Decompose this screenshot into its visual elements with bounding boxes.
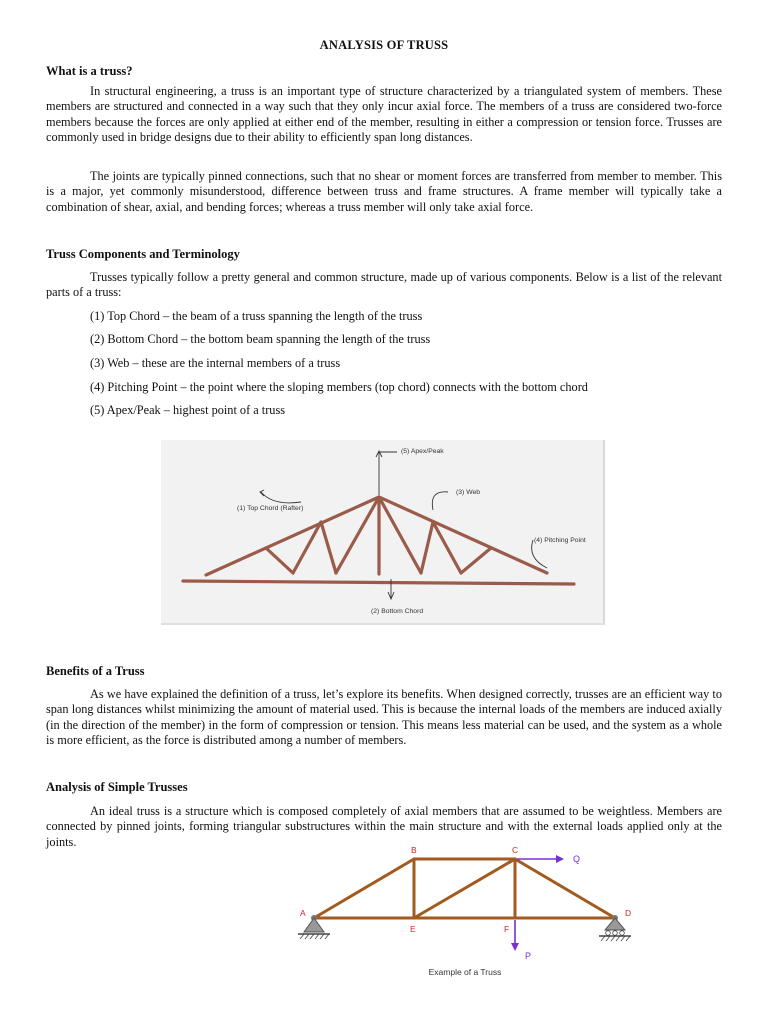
paragraph-truss-definition: In structural engineering, a truss is an important type of structure characterized by a triangulated system of members. These members are structured and connected in a way such that they only incur axial force. The members of a truss are considered two-force members because the forces are only applied at either end of the member, resulting in either a compression or tension force. Trusses are commonly used in bridge designs due to their ability to efficiently span long distances. <box>46 84 722 145</box>
list-item-web: (3) Web – these are the internal members of a truss <box>90 356 341 370</box>
heading-what-is-truss: What is a truss? <box>46 64 133 78</box>
list-item-apex: (5) Apex/Peak – highest point of a truss <box>90 403 286 417</box>
node-label-b: B <box>411 845 417 855</box>
label-bottom-chord: (2) Bottom Chord <box>371 608 424 615</box>
heading-benefits: Benefits of a Truss <box>46 664 145 678</box>
list-item-bottom-chord: (2) Bottom Chord – the bottom beam spanning the length of the truss <box>90 332 431 346</box>
truss-terminology-figure <box>161 440 605 625</box>
label-apex: (5) Apex/Peak <box>401 448 444 455</box>
label-top-chord: (1) Top Chord (Rafter) <box>237 505 304 512</box>
list-item-top-chord: (1) Top Chord – the beam of a truss spanning the length of the truss <box>90 309 423 323</box>
force-q-arrow <box>517 855 564 863</box>
node-label-a: A <box>300 908 306 918</box>
label-web: (3) Web <box>456 489 481 496</box>
page-title: ANALYSIS OF TRUSS <box>319 38 449 52</box>
paragraph-joints: The joints are typically pinned connections, such that no shear or moment forces are transferred from member to member. This is a major, yet commonly misunderstood, difference between truss and frame structures. A frame member will typically take a combination of shear, axial, and bending forces; whereas a truss member will only take axial force. <box>46 169 722 214</box>
force-label-p: P <box>525 951 532 961</box>
paragraph-ideal-truss: An ideal truss is a structure which is composed completely of axial members that are assumed to be weightless. Members are connected by pinned joints, forming triangular substructures within the main structure and with the external loads applied only at the joints. <box>46 804 722 849</box>
node-label-c: C <box>512 845 519 855</box>
node-label-f: F <box>504 924 510 934</box>
heading-components: Truss Components and Terminology <box>46 247 240 261</box>
callout-arrows <box>260 451 547 599</box>
force-label-q: Q <box>573 854 581 864</box>
label-pitching-point: (4) Pitching Point <box>534 537 586 544</box>
example-truss-figure <box>280 842 650 992</box>
list-item-pitching-point: (4) Pitching Point – the point where the sloping members (top chord) connects with the bottom chord <box>90 380 588 394</box>
force-p-arrow <box>511 920 519 951</box>
paragraph-benefits: As we have explained the definition of a truss, let’s explore its benefits. When designed correctly, trusses are an efficient way to span long distances whilst minimizing the amount of material used. This is because the internal loads of the members are induced axially (in the direction of the member) in the form of compression or tension. This means less material can be used, and the system as a whole is more efficient, as the force is distributed among a number of members. <box>46 687 722 748</box>
example-truss-members <box>314 859 615 918</box>
figure-caption: Example of a Truss <box>428 967 502 977</box>
node-label-d: D <box>625 908 632 918</box>
node-label-e: E <box>410 924 416 934</box>
heading-simple-trusses: Analysis of Simple Trusses <box>46 780 188 794</box>
paragraph-components-intro: Trusses typically follow a pretty general and common structure, made up of various components. Below is a list of the relevant parts of a truss: <box>46 270 722 300</box>
